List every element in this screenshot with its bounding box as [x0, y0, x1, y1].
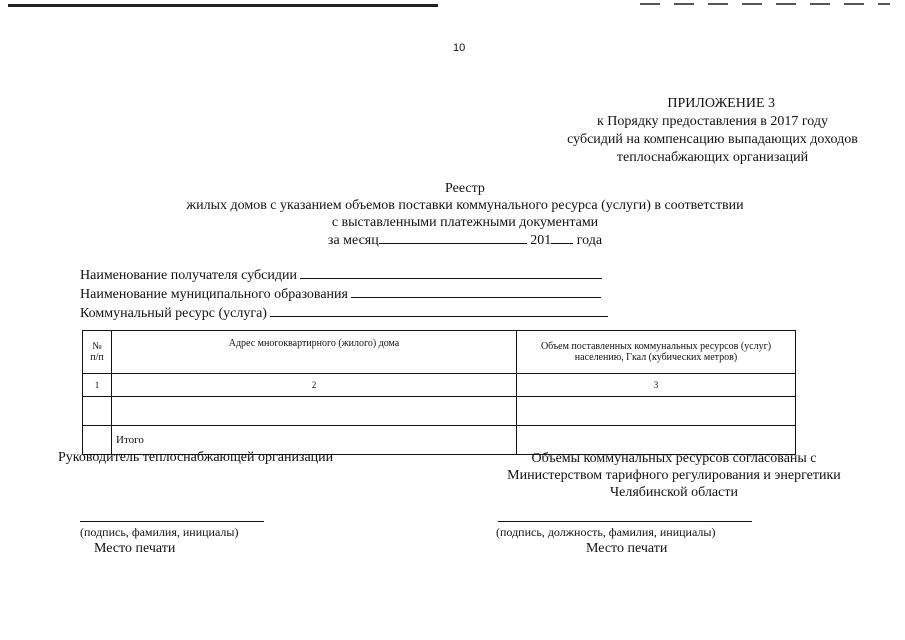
signature-left-title: Руководитель теплоснабжающей организации [58, 450, 334, 465]
appendix-line-2: субсидий на компенсацию выпадающих доходов [567, 132, 858, 147]
table-column-numbers [83, 374, 796, 397]
year-label: года [576, 233, 603, 248]
field-recipient-label: Наименование получателя субсидии [80, 268, 297, 283]
scan-artifact-line [8, 4, 438, 7]
header-address-label: Адрес многоквартирного (жилого) дома [228, 338, 400, 349]
month-blank[interactable] [379, 231, 527, 244]
scan-artifact-dashes [640, 3, 890, 5]
header-volume: Объем поставленных коммунальных ресурсов (услуг) населению, Гкал (кубических метров) [517, 331, 796, 374]
registry-line-2: с выставленными платежными документами [331, 215, 599, 230]
field-resource-blank[interactable] [270, 304, 608, 317]
header-number: № п/п [83, 331, 112, 374]
appendix-line-3: теплоснабжающих организаций [616, 150, 809, 165]
total-label: Итого [112, 426, 517, 455]
field-recipient [80, 266, 608, 285]
header-address [112, 331, 517, 374]
registry-title: Реестр [445, 181, 485, 196]
appendix-header [540, 95, 885, 167]
table-cell[interactable] [517, 397, 796, 426]
appendix-line-1: к Порядку предоставления в 2017 году [596, 114, 829, 129]
stamp-place-right: Место печати [586, 541, 668, 556]
recipient-fields [80, 266, 608, 323]
signature-right-block [488, 450, 860, 501]
agreement-line-2: Министерством тарифного регулирования и энергетики [507, 468, 841, 483]
field-resource [80, 304, 608, 323]
field-recipient-blank[interactable] [300, 266, 602, 279]
column-number-3: 3 [517, 374, 796, 397]
field-municipality-blank[interactable] [351, 285, 601, 298]
registry-table [82, 330, 796, 455]
stamp-place-left: Место печати [94, 541, 176, 556]
column-number-2: 2 [112, 374, 517, 397]
signature-caption-left: (подпись, фамилия, инициалы) [80, 525, 239, 539]
agreement-line-3: Челябинской области [610, 485, 738, 500]
table-cell[interactable] [83, 397, 112, 426]
table-cell[interactable] [112, 397, 517, 426]
column-number-1: 1 [83, 374, 112, 397]
field-municipality [80, 285, 608, 304]
page-number: 10 [453, 42, 466, 54]
appendix-title: ПРИЛОЖЕНИЕ 3 [667, 96, 775, 111]
field-municipality-label: Наименование муниципального образования [80, 287, 348, 302]
signature-line-right[interactable] [498, 521, 752, 522]
field-resource-label: Коммунальный ресурс (услуга) [80, 306, 267, 321]
table-header-row [83, 331, 796, 374]
registry-period [160, 231, 770, 249]
registry-title-block [160, 180, 770, 249]
year-blank[interactable] [551, 231, 573, 244]
signature-caption-right: (подпись, должность, фамилия, инициалы) [496, 525, 716, 539]
year-prefix: 201 [530, 233, 552, 248]
registry-line-1: жилых домов с указанием объемов поставки коммунального ресурса (услуги) в соответствии [186, 198, 744, 213]
table-row [83, 397, 796, 426]
agreement-line-1: Объемы коммунальных ресурсов согласованы с [531, 451, 817, 466]
month-label: за месяц [327, 233, 379, 248]
signature-line-left[interactable] [80, 521, 264, 522]
